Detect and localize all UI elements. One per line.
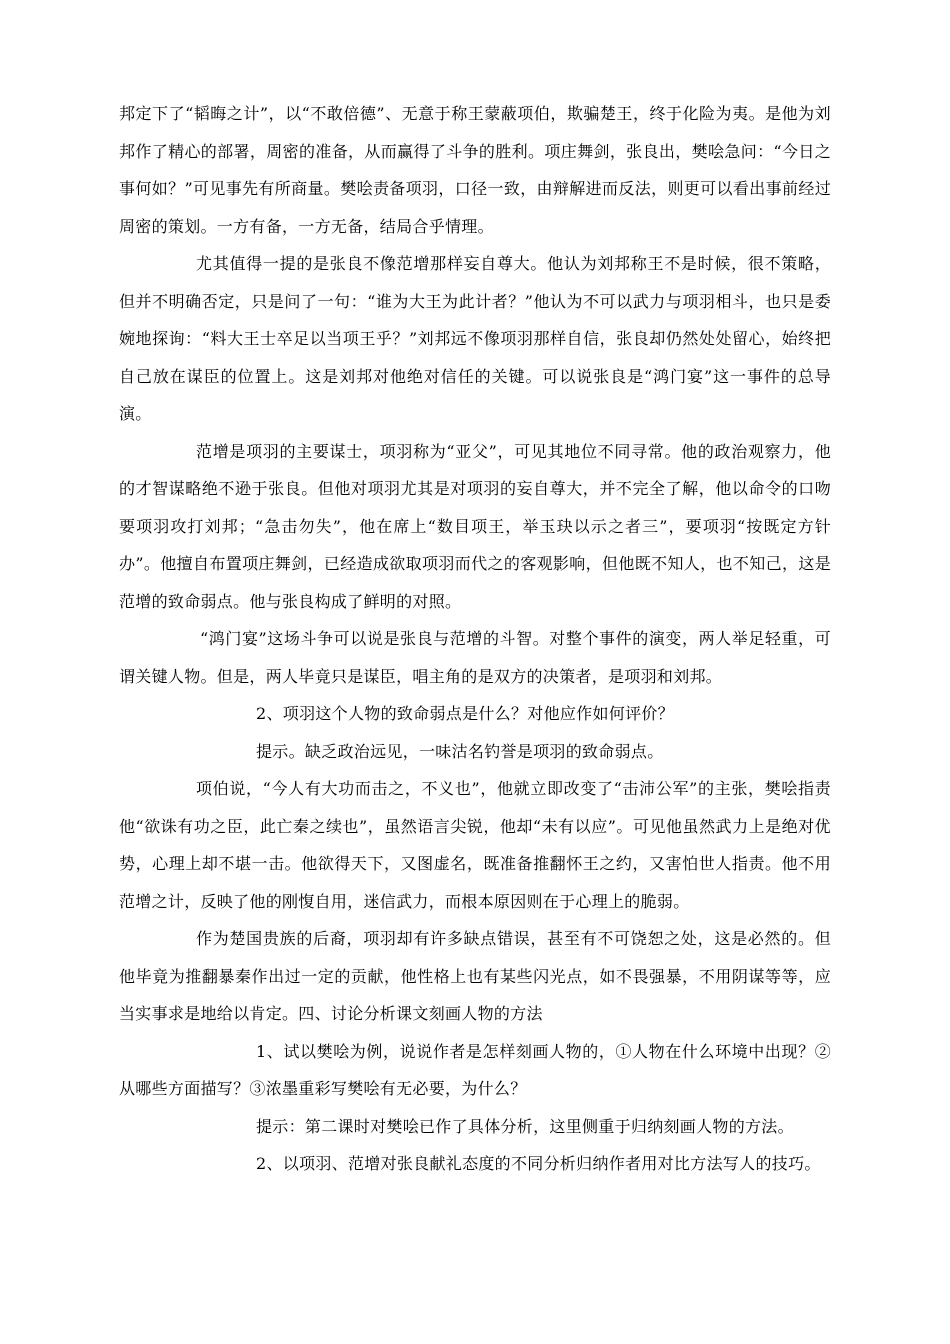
hint-fan-kuai-portrayal: 提示：第二课时对樊哙已作了具体分析，这里侧重于归纳刻画人物的方法。 — [256, 1116, 794, 1136]
hint-xiang-yu-weakness: 提示。缺乏政治远见，一味沽名钓誉是项羽的致命弱点。 — [256, 741, 664, 761]
paragraph-zhang-liang-strategy: 邦定下了“韬晦之计”，以“不敢倍德”、无意于称王蒙蔽项伯，欺骗楚王，终于化险为夷。是他为刘邦作了精心的部署，周密的准备，从而赢得了斗争的胜利。项庄舞剑，张良出，樊哙急问：“今日之事何如？”可见事先有所商量。樊哙责备项羽，口径一致，由辩解进而反法，则更可以看出事前经过周密的策划。一方有备，一方无备，结局合乎情理。 — [119, 104, 831, 236]
paragraph-xiang-yu-evaluation: 作为楚国贵族的后裔，项羽却有许多缺点错误，甚至有不可饶恕之处，这是必然的。但他毕竟为推翻暴秦作出过一定的贡献，他性格上也有某些闪光点，如不畏强暴，不用阴谋等等，应当实事求是地给以肯定。四、讨论分析课文刻画人物的方法 — [119, 929, 831, 1023]
question-contrast-technique: 2、以项羽、范增对张良献礼态度的不同分析归纳作者用对比方法写人的技巧。 — [256, 1154, 821, 1173]
paragraph-xiang-yu-analysis: 项伯说，“今人有大功而击之，不义也”，他就立即改变了“击沛公军”的主张，樊哙指责他“欲诛有功之臣，此亡秦之续也”，虽然语言尖锐，他却“未有以应”。可见他虽然武力上是绝对优势，心理上却不堪一击。他欲得天下，又图虚名，既准备推翻怀王之约，又害怕世人指责。他不用范增之计，反映了他的刚愎自用，迷信武力，而根本原因则在于心理上的脆弱。 — [119, 779, 831, 911]
paragraph-fan-zeng: 范增是项羽的主要谋士，项羽称为“亚父”，可见其地位不同寻常。他的政治观察力，他的才智谋略绝不逊于张良。但他对项羽尤其是对项羽的妄自尊大，并不完全了解，他以命令的口吻要项羽攻打刘邦；“急击勿失”，他在席上“数目项王，举玉玦以示之者三”，要项羽“按既定方针办”。他擅自布置项庄舞剑，已经造成欲取项羽而代之的客观影响，但他既不知人，也不知己，这是范增的致命弱点。他与张良构成了鲜明的对照。 — [119, 441, 831, 611]
paragraph-battle-of-wits: “鸿门宴”这场斗争可以说是张良与范增的斗智。对整个事件的演变，两人举足轻重，可谓关键人物。但是，两人毕竟只是谋臣，唱主角的是双方的决策者，是项羽和刘邦。 — [119, 629, 831, 686]
question-fan-kuai-portrayal: 1、试以樊哙为例，说说作者是怎样刻画人物的，①人物在什么环境中出现？②从哪些方面描写？③浓墨重彩写樊哙有无必要，为什么？ — [119, 1041, 831, 1098]
question-xiang-yu-weakness: 2、项羽这个人物的致命弱点是什么？对他应作如何评价？ — [256, 704, 674, 723]
paragraph-zhang-liang-humility: 尤其值得一提的是张良不像范增那样妄自尊大。他认为刘邦称王不是时候，很不策略，但并不明确否定，只是问了一句：“谁为大王为此计者？”他认为不可以武力与项羽相斗，也只是委婉地探询：“料大王士卒足以当项王乎？”刘邦远不像项羽那样自信，张良却仍然处处留心，始终把自己放在谋臣的位置上。这是刘邦对他绝对信任的关键。可以说张良是“鸿门宴”这一事件的总导演。 — [119, 254, 831, 423]
document-body — [119, 95, 831, 1183]
